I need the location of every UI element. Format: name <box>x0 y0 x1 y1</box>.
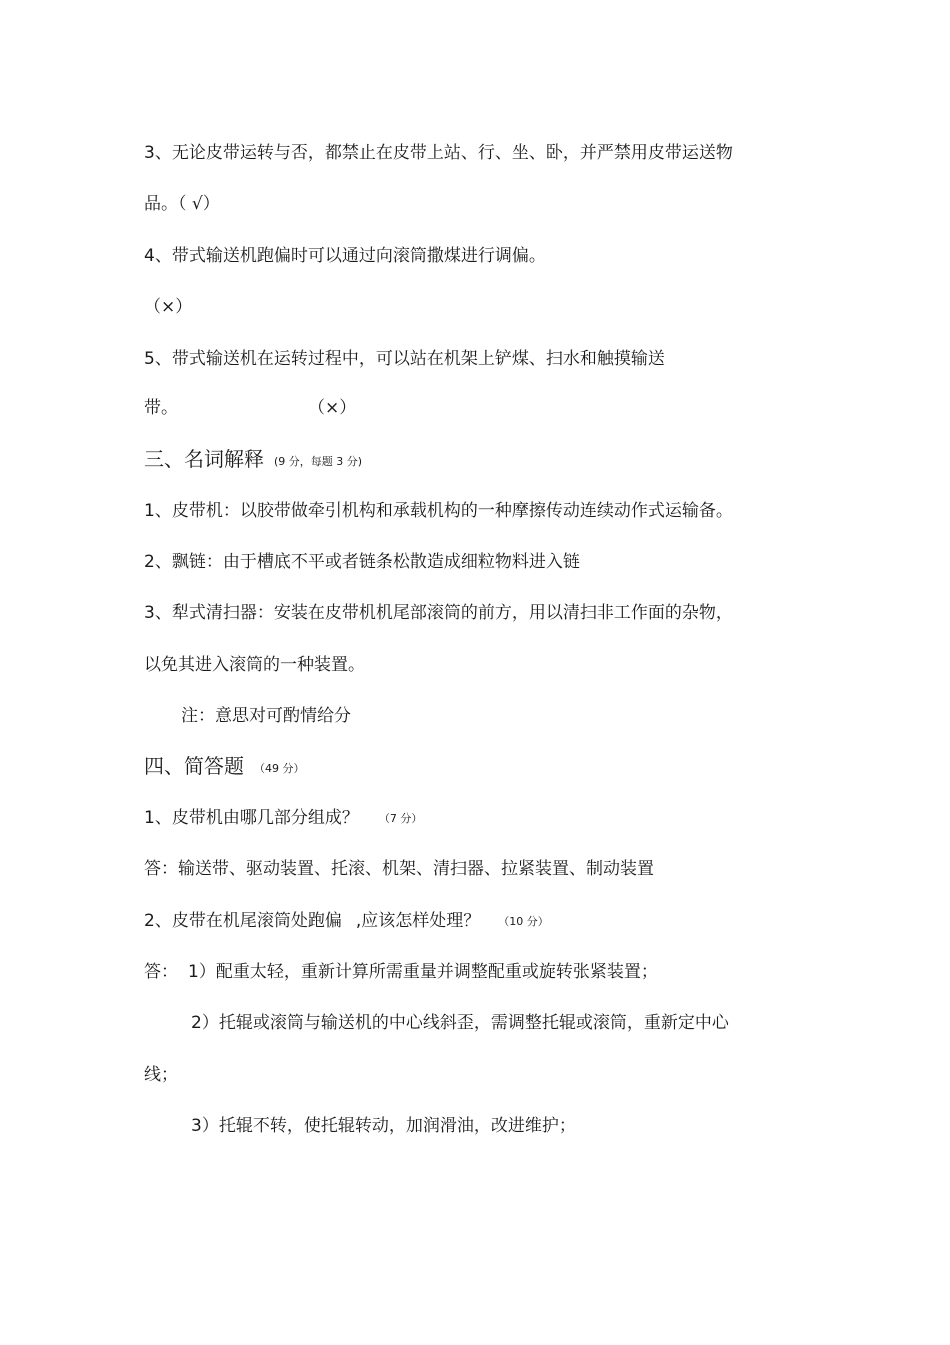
answer-2-prefix: 答： <box>144 962 178 982</box>
term-1: 1、皮带机：以胶带做牵引机构和承载机构的一种摩擦传动连续动作式运输备。 <box>144 501 733 521</box>
answer-2-item-2: 2）托辊或滚筒与输送机的中心线斜歪，需调整托辊或滚筒，重新定中心 <box>191 1013 729 1033</box>
question-2-text: 2、皮带在机尾滚筒处跑偏 <box>144 911 342 931</box>
term-3-cont: 以免其进入滚筒的一种装置。 <box>144 655 365 675</box>
q5-line2 <box>144 397 356 419</box>
answer-2-item-2-cont: 线； <box>144 1065 178 1085</box>
q4-line1: 4、带式输送机跑偏时可以通过向滚筒撒煤进行调偏。 <box>144 246 546 266</box>
answer-2-item-3: 3）托辊不转，使托辊转动，加润滑油，改进维护； <box>191 1116 576 1136</box>
term-3: 3、犁式清扫器：安装在皮带机机尾部滚筒的前方，用以清扫非工作面的杂物， <box>144 603 733 623</box>
section3-heading <box>144 446 362 476</box>
answer-2-item-1: 1）配重太轻，重新计算所需重量并调整配重或旋转张紧装置； <box>188 962 658 982</box>
grading-note: 注：意思对可酌情给分 <box>181 706 351 726</box>
question-2-text-b: ,应该怎样处理？ <box>355 911 481 931</box>
section4-score: （49 分） <box>254 762 305 775</box>
term-2: 2、飘链：由于槽底不平或者链条松散造成细粒物料进入链 <box>144 552 580 572</box>
q5-line1: 5、带式输送机在运转过程中，可以站在机架上铲煤、扫水和触摸输送 <box>144 349 665 369</box>
question-2-score: （10 分） <box>498 915 549 928</box>
section3-title: 三、名词解释 <box>144 447 264 471</box>
question-1-score: （7 分） <box>378 812 423 825</box>
answer-2-1 <box>144 961 658 983</box>
q3-line2: 品。（ √） <box>144 194 220 214</box>
q3-line1: 3、无论皮带运转与否，都禁止在皮带上站、行、坐、卧，并严禁用皮带运送物 <box>144 143 733 163</box>
section3-score: (9 分，每题 3 分) <box>274 455 363 468</box>
question-1-text: 1、皮带机由哪几部分组成？ <box>144 808 359 828</box>
q5-line2-text: 带。 <box>144 398 178 418</box>
q4-answer: （×） <box>144 297 193 317</box>
section4-heading <box>144 753 305 783</box>
q5-answer: （×） <box>308 398 357 418</box>
section4-title: 四、简答题 <box>144 754 244 778</box>
answer-1: 答：输送带、驱动装置、托滚、机架、清扫器、拉紧装置、制动装置 <box>144 859 654 879</box>
question-1 <box>144 807 422 831</box>
question-2 <box>144 910 549 934</box>
